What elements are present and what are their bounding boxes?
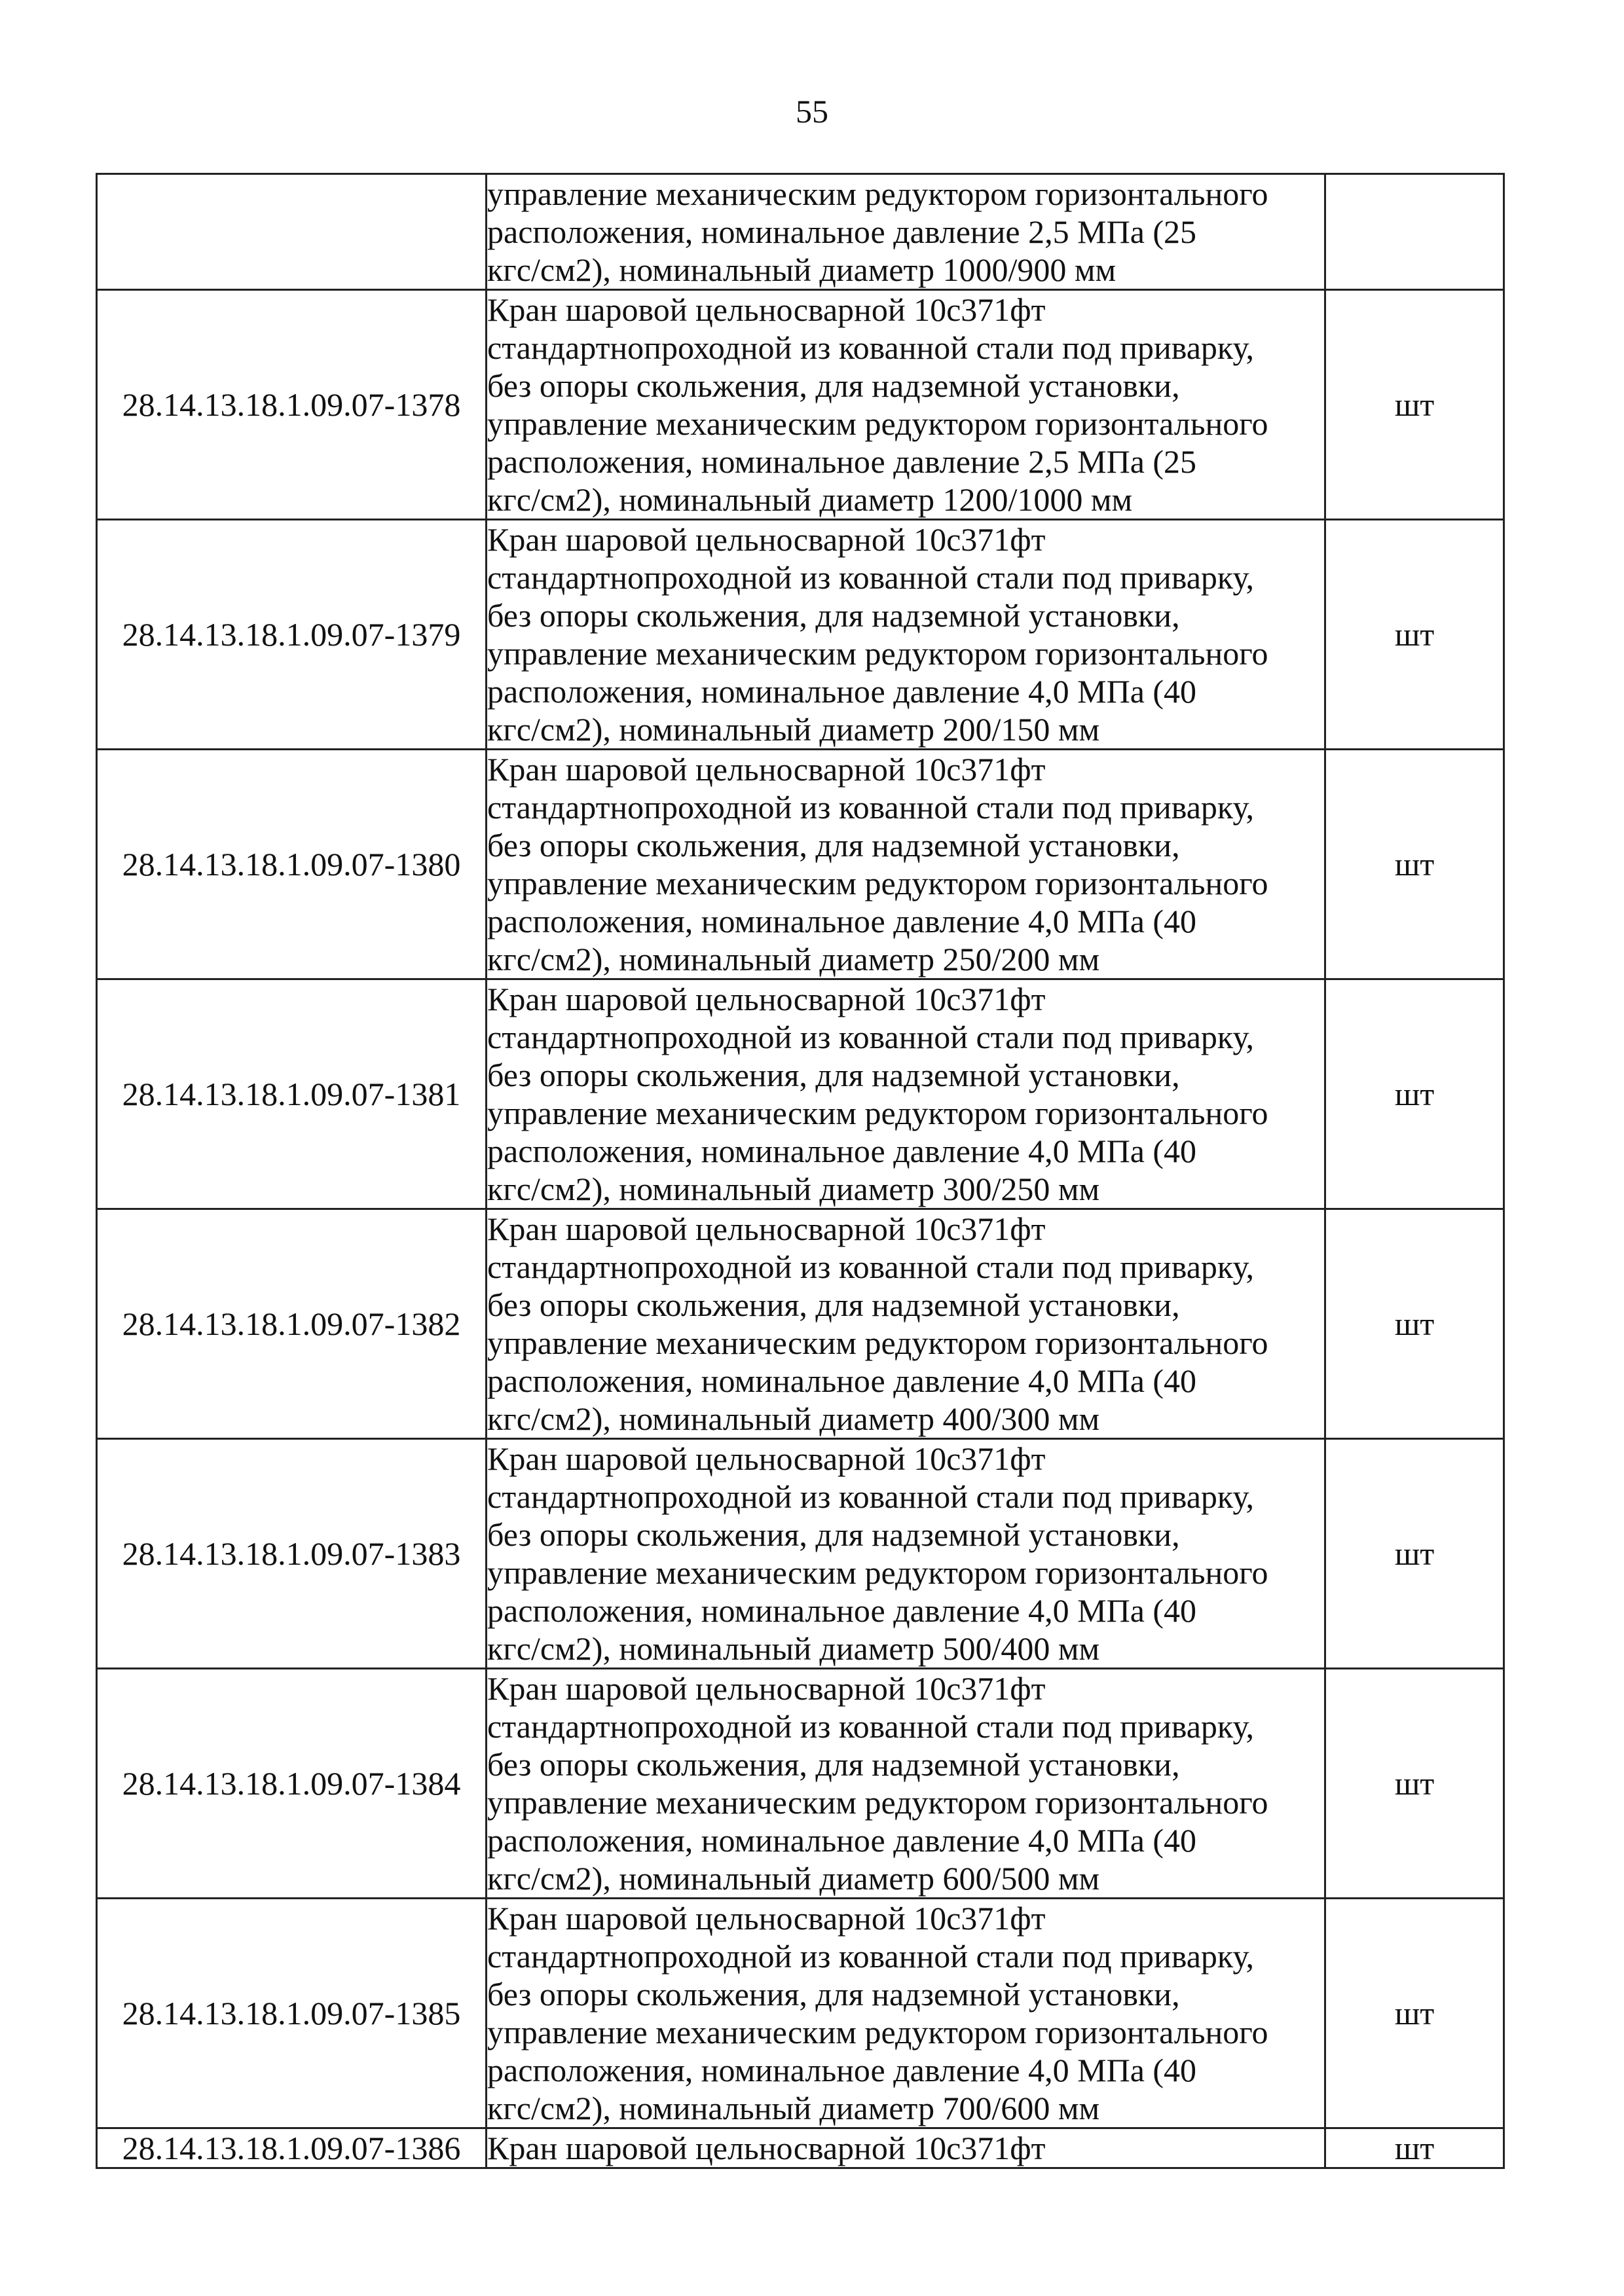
item-code-cell: 28.14.13.18.1.09.07-1380: [97, 750, 487, 979]
item-unit-cell: шт: [1325, 750, 1504, 979]
item-code-cell: 28.14.13.18.1.09.07-1382: [97, 1209, 487, 1439]
table-row: [97, 750, 1504, 979]
item-unit-cell: [1325, 174, 1504, 290]
item-description-cell: Кран шаровой цельносварной 10с371фт стандартнопроходной из кованной стали под приварку, без опоры скольжения, для надземной установки, управление механическим редуктором горизонтального расположения, номинальное давление 4,0 МПа (40 кгс/см2), номинальный диаметр 400/300 мм: [487, 1209, 1325, 1439]
item-unit-cell: шт: [1325, 2128, 1504, 2168]
table-row: [97, 1669, 1504, 1899]
table-row: [97, 2128, 1504, 2168]
item-code-cell: 28.14.13.18.1.09.07-1385: [97, 1899, 487, 2128]
item-unit-cell: шт: [1325, 979, 1504, 1209]
item-code-cell: 28.14.13.18.1.09.07-1386: [97, 2128, 487, 2168]
table-row: [97, 1209, 1504, 1439]
item-description-cell: Кран шаровой цельносварной 10с371фт стандартнопроходной из кованной стали под приварку, без опоры скольжения, для надземной установки, управление механическим редуктором горизонтального расположения, номинальное давление 4,0 МПа (40 кгс/см2), номинальный диаметр 600/500 мм: [487, 1669, 1325, 1899]
price-table: [96, 173, 1505, 2169]
item-description-cell: Кран шаровой цельносварной 10с371фт стандартнопроходной из кованной стали под приварку, без опоры скольжения, для надземной установки, управление механическим редуктором горизонтального расположения, номинальное давление 4,0 МПа (40 кгс/см2), номинальный диаметр 500/400 мм: [487, 1439, 1325, 1669]
item-description-cell: Кран шаровой цельносварной 10с371фт: [487, 2128, 1325, 2168]
item-code-cell: 28.14.13.18.1.09.07-1383: [97, 1439, 487, 1669]
item-description-cell: Кран шаровой цельносварной 10с371фт стандартнопроходной из кованной стали под приварку, без опоры скольжения, для надземной установки, управление механическим редуктором горизонтального расположения, номинальное давление 4,0 МПа (40 кгс/см2), номинальный диаметр 700/600 мм: [487, 1899, 1325, 2128]
item-unit-cell: шт: [1325, 1899, 1504, 2128]
item-unit-cell: шт: [1325, 1439, 1504, 1669]
table-row: [97, 979, 1504, 1209]
item-description-cell: управление механическим редуктором горизонтального расположения, номинальное давление 2,5 МПа (25 кгс/см2), номинальный диаметр 1000/900 мм: [487, 174, 1325, 290]
item-unit-cell: шт: [1325, 290, 1504, 520]
item-unit-cell: шт: [1325, 1209, 1504, 1439]
item-code-cell: 28.14.13.18.1.09.07-1381: [97, 979, 487, 1209]
item-code-cell: 28.14.13.18.1.09.07-1384: [97, 1669, 487, 1899]
table-row-continuation: [97, 174, 1504, 290]
table-row: [97, 1899, 1504, 2128]
item-code-cell: 28.14.13.18.1.09.07-1378: [97, 290, 487, 520]
table-row: [97, 290, 1504, 520]
item-description-cell: Кран шаровой цельносварной 10с371фт стандартнопроходной из кованной стали под приварку, без опоры скольжения, для надземной установки, управление механическим редуктором горизонтального расположения, номинальное давление 2,5 МПа (25 кгс/см2), номинальный диаметр 1200/1000 мм: [487, 290, 1325, 520]
item-code-cell: [97, 174, 487, 290]
page-number: 55: [796, 93, 828, 130]
item-description-cell: Кран шаровой цельносварной 10с371фт стандартнопроходной из кованной стали под приварку, без опоры скольжения, для надземной установки, управление механическим редуктором горизонтального расположения, номинальное давление 4,0 МПа (40 кгс/см2), номинальный диаметр 200/150 мм: [487, 520, 1325, 750]
table-row: [97, 1439, 1504, 1669]
table-row: [97, 520, 1504, 750]
item-unit-cell: шт: [1325, 1669, 1504, 1899]
item-description-cell: Кран шаровой цельносварной 10с371фт стандартнопроходной из кованной стали под приварку, без опоры скольжения, для надземной установки, управление механическим редуктором горизонтального расположения, номинальное давление 4,0 МПа (40 кгс/см2), номинальный диаметр 250/200 мм: [487, 750, 1325, 979]
item-code-cell: 28.14.13.18.1.09.07-1379: [97, 520, 487, 750]
item-unit-cell: шт: [1325, 520, 1504, 750]
item-description-cell: Кран шаровой цельносварной 10с371фт стандартнопроходной из кованной стали под приварку, без опоры скольжения, для надземной установки, управление механическим редуктором горизонтального расположения, номинальное давление 4,0 МПа (40 кгс/см2), номинальный диаметр 300/250 мм: [487, 979, 1325, 1209]
